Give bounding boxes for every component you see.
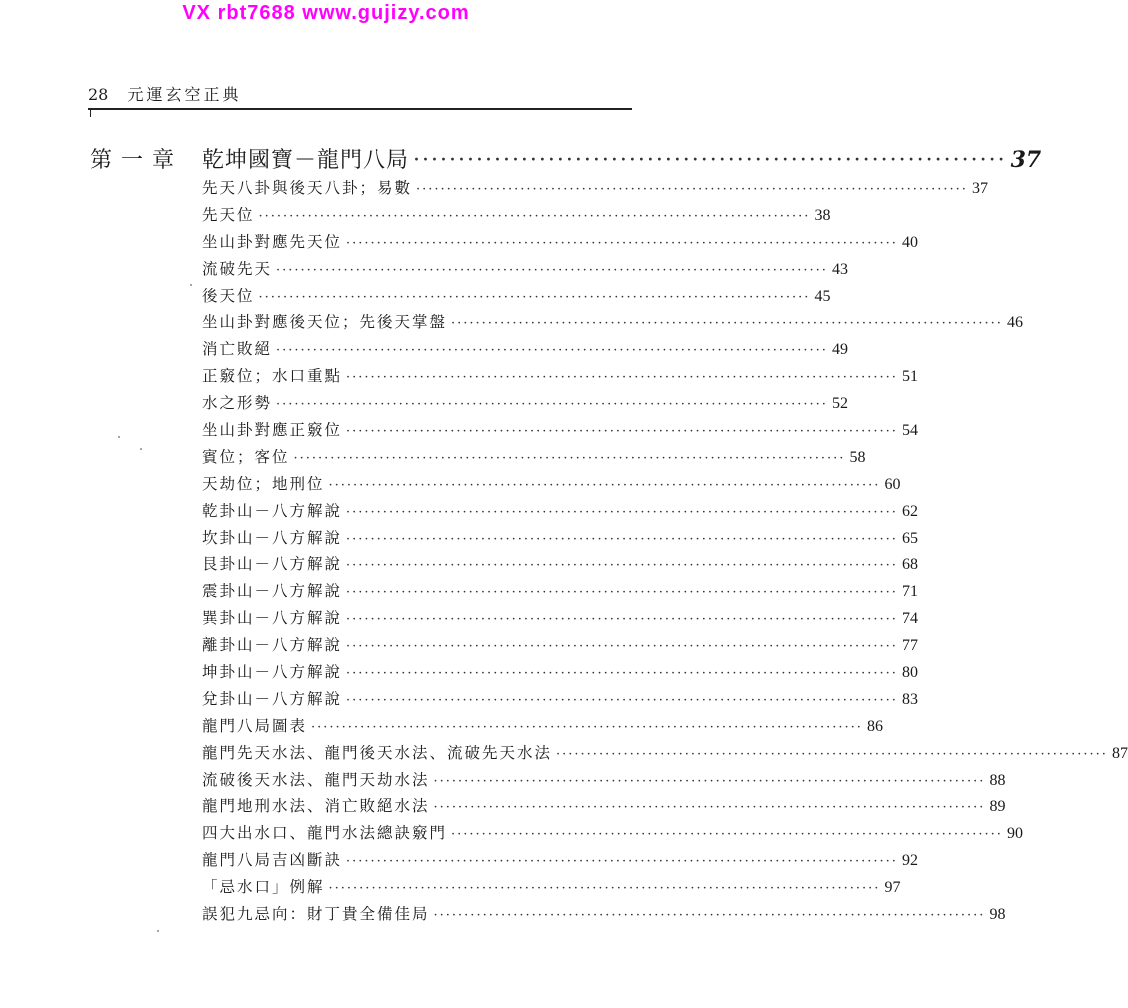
entry-page: 88 bbox=[989, 771, 1006, 789]
entry-title: 流破先天 bbox=[202, 259, 273, 278]
dot-leader: ·························································································· bbox=[451, 827, 1003, 843]
chapter-title: 乾坤國寶－龍門八局 bbox=[202, 148, 410, 173]
entry-page: 71 bbox=[901, 583, 918, 601]
entry-page: 58 bbox=[849, 448, 866, 466]
entry-title: 龍門八局圖表 bbox=[202, 716, 308, 735]
dot-leader: ·························································································· bbox=[276, 262, 828, 278]
dot-leader: ·························································································· bbox=[556, 746, 1108, 762]
header-rule-tick bbox=[90, 108, 91, 117]
toc-entry bbox=[202, 552, 918, 579]
entry-page: 54 bbox=[901, 422, 918, 440]
dot-leader: ·························································································· bbox=[276, 343, 828, 359]
entry-title: 消亡敗絕 bbox=[202, 340, 273, 359]
entry-title: 四大出水口、龍門水法總訣竅門 bbox=[202, 824, 448, 843]
toc-entry bbox=[202, 660, 918, 687]
toc-entry bbox=[202, 606, 918, 633]
entry-page: 83 bbox=[901, 690, 918, 708]
toc-entry bbox=[202, 284, 831, 311]
entry-page: 43 bbox=[831, 260, 848, 278]
toc-entry bbox=[202, 472, 901, 499]
entry-page: 87 bbox=[1111, 744, 1128, 762]
scan-speck bbox=[118, 436, 120, 438]
entry-page: 89 bbox=[989, 798, 1006, 816]
toc-entry bbox=[202, 794, 1006, 821]
entry-page: 49 bbox=[831, 341, 848, 359]
toc-entry bbox=[202, 526, 918, 553]
entry-page: 60 bbox=[884, 475, 901, 493]
entry-page: 80 bbox=[901, 664, 918, 682]
toc-entry bbox=[202, 499, 918, 526]
dot-leader: ·························································································· bbox=[328, 881, 881, 897]
entry-page: 90 bbox=[1006, 825, 1023, 843]
header-rule bbox=[88, 108, 632, 110]
dot-leader: ·························································································· bbox=[258, 289, 811, 305]
dot-leader: ·························································································· bbox=[346, 531, 898, 547]
entry-title: 流破後天水法、龍門天劫水法 bbox=[202, 770, 430, 789]
dot-leader: ·························································································· bbox=[311, 719, 863, 735]
dot-leader: ·························································································· bbox=[346, 692, 898, 708]
entry-title: 先天位 bbox=[202, 205, 255, 224]
toc-entry bbox=[202, 714, 883, 741]
toc-entry bbox=[202, 418, 918, 445]
entry-title: 乾卦山－八方解說 bbox=[202, 501, 343, 520]
dot-leader: ·························································································· bbox=[433, 773, 986, 789]
running-header bbox=[88, 82, 241, 105]
toc-entry bbox=[202, 391, 848, 418]
entry-title: 正竅位；水口重點 bbox=[202, 367, 343, 386]
watermark-text: VX rbt7688 www.gujizy.com bbox=[182, 2, 470, 24]
entry-title: 坐山卦對應正竅位 bbox=[202, 421, 343, 440]
entry-title: 水之形勢 bbox=[202, 394, 273, 413]
toc-entry bbox=[202, 902, 1006, 929]
dot-leader: ·························································································· bbox=[346, 666, 898, 682]
entry-page: 52 bbox=[831, 395, 848, 413]
entry-page: 46 bbox=[1006, 314, 1023, 332]
entry-title: 龍門八局吉凶斷訣 bbox=[202, 851, 343, 870]
chapter-page: 37 bbox=[1010, 147, 1042, 173]
dot-leader: ·································································· bbox=[413, 148, 1007, 173]
entry-page: 98 bbox=[989, 906, 1006, 924]
chapter-heading bbox=[90, 143, 1042, 174]
entry-title: 「忌水口」例解 bbox=[202, 878, 325, 897]
toc-entry bbox=[202, 848, 918, 875]
entry-title: 離卦山－八方解說 bbox=[202, 636, 343, 655]
dot-leader: ·························································································· bbox=[346, 639, 898, 655]
entry-title: 坤卦山－八方解說 bbox=[202, 663, 343, 682]
dot-leader: ·························································································· bbox=[433, 908, 986, 924]
toc-entry bbox=[202, 230, 918, 257]
chapter-number: 第一章 bbox=[90, 148, 184, 173]
entry-page: 38 bbox=[814, 206, 831, 224]
toc-entry bbox=[202, 364, 918, 391]
dot-leader: ·························································································· bbox=[276, 397, 828, 413]
entry-title: 龍門地刑水法、消亡敗絕水法 bbox=[202, 797, 430, 816]
entry-title: 坐山卦對應先天位 bbox=[202, 232, 343, 251]
entry-page: 37 bbox=[971, 180, 988, 197]
toc-entry bbox=[202, 821, 1023, 848]
toc-entry bbox=[202, 741, 1128, 768]
dot-leader: ·························································································· bbox=[346, 504, 898, 520]
toc-entries bbox=[202, 176, 1128, 929]
entry-page: 40 bbox=[901, 233, 918, 251]
entry-page: 77 bbox=[901, 637, 918, 655]
dot-leader: ·························································································· bbox=[433, 800, 986, 816]
entry-title: 誤犯九忌向：財丁貴全備佳局 bbox=[202, 905, 430, 924]
toc-entry bbox=[202, 257, 848, 284]
entry-title: 巽卦山－八方解說 bbox=[202, 609, 343, 628]
scan-speck bbox=[157, 930, 159, 932]
entry-page: 45 bbox=[814, 287, 831, 305]
entry-page: 86 bbox=[866, 717, 883, 735]
dot-leader: ·························································································· bbox=[346, 235, 898, 251]
entry-title: 賓位；客位 bbox=[202, 447, 290, 466]
dot-leader: ·························································································· bbox=[258, 208, 811, 224]
dot-leader: ·························································································· bbox=[346, 558, 898, 574]
entry-title: 艮卦山－八方解說 bbox=[202, 555, 343, 574]
dot-leader: ·························································································· bbox=[293, 450, 846, 466]
entry-page: 92 bbox=[901, 852, 918, 870]
entry-title: 震卦山－八方解說 bbox=[202, 582, 343, 601]
toc-entry bbox=[202, 337, 848, 364]
entry-page: 74 bbox=[901, 610, 918, 628]
book-title: 元運玄空正典 bbox=[127, 85, 242, 104]
toc-entry bbox=[202, 633, 918, 660]
toc-entry bbox=[202, 310, 1023, 337]
dot-leader: ·························································································· bbox=[416, 182, 968, 197]
entry-title: 先天八卦與後天八卦；易數 bbox=[202, 179, 413, 197]
dot-leader: ·························································································· bbox=[346, 370, 898, 386]
dot-leader: ·························································································· bbox=[346, 612, 898, 628]
entry-title: 後天位 bbox=[202, 286, 255, 305]
entry-title: 天劫位；地刑位 bbox=[202, 474, 325, 493]
toc-entry bbox=[202, 176, 988, 203]
dot-leader: ·························································································· bbox=[346, 854, 898, 870]
entry-page: 62 bbox=[901, 502, 918, 520]
toc-entry bbox=[202, 203, 831, 230]
entry-page: 97 bbox=[884, 879, 901, 897]
dot-leader: ·························································································· bbox=[328, 477, 881, 493]
entry-title: 坐山卦對應後天位；先後天掌盤 bbox=[202, 313, 448, 332]
toc-entry bbox=[202, 875, 901, 902]
scan-speck bbox=[190, 284, 192, 286]
toc-entry bbox=[202, 579, 918, 606]
entry-title: 兌卦山－八方解說 bbox=[202, 689, 343, 708]
toc-entry bbox=[202, 445, 866, 472]
dot-leader: ·························································································· bbox=[346, 424, 898, 440]
scan-speck bbox=[140, 448, 142, 450]
toc-entry bbox=[202, 768, 1006, 795]
page-number: 28 bbox=[88, 85, 109, 104]
dot-leader: ·························································································· bbox=[451, 316, 1003, 332]
entry-page: 68 bbox=[901, 556, 918, 574]
entry-page: 51 bbox=[901, 368, 918, 386]
dot-leader: ·························································································· bbox=[346, 585, 898, 601]
toc-entry bbox=[202, 687, 918, 714]
entry-title: 坎卦山－八方解說 bbox=[202, 528, 343, 547]
entry-page: 65 bbox=[901, 529, 918, 547]
entry-title: 龍門先天水法、龍門後天水法、流破先天水法 bbox=[202, 743, 553, 762]
